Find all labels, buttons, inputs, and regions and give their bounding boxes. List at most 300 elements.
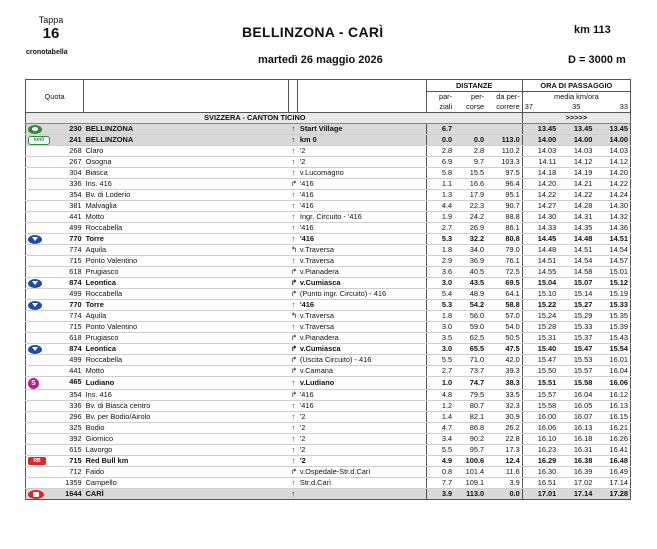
- partial-km-cell: [426, 179, 454, 190]
- covered-km-value: 17.9: [469, 190, 485, 199]
- covered-km-cell: [454, 467, 486, 478]
- remaining-km-cell: [486, 467, 522, 478]
- direction-cell: [289, 456, 298, 467]
- location-value: CARÌ: [85, 489, 104, 498]
- road-value: Str.d.Carì: [299, 478, 332, 487]
- time-35-cell: [558, 366, 594, 377]
- cronotabella-label: cronotabella: [26, 49, 68, 56]
- covered-km-value: 34.0: [469, 245, 485, 254]
- location-cell: [84, 344, 289, 355]
- time-35-cell: [558, 390, 594, 401]
- road-cell: [298, 179, 426, 190]
- time-33-cell: [594, 212, 630, 223]
- quota-cell: [26, 456, 84, 467]
- time-35-value: 14.58: [573, 267, 593, 276]
- time-33-cell: [594, 157, 630, 168]
- quota-value: 381: [69, 201, 82, 210]
- location-cell: [84, 300, 289, 311]
- time-33-value: 17.14: [609, 478, 628, 487]
- remaining-km-value: 3.9: [509, 478, 520, 487]
- road-cell: [298, 322, 426, 333]
- quota-cell: [26, 478, 84, 489]
- partial-km-cell: [426, 390, 454, 401]
- quota-value: 1644: [65, 489, 82, 498]
- road-cell: [298, 333, 426, 344]
- time-37-cell: [522, 423, 558, 434]
- direction-value: ↑: [291, 190, 296, 199]
- quota-value: 241: [69, 135, 82, 144]
- start-icon: [28, 125, 42, 134]
- time-37-value: 16.30: [537, 467, 557, 476]
- stage-label: Tappa: [38, 15, 64, 25]
- time-37-cell: [522, 300, 558, 311]
- covered-km-cell: [454, 289, 486, 300]
- time-35-cell: [558, 333, 594, 344]
- covered-km-value: 73.7: [469, 366, 485, 375]
- quota-cell: [26, 300, 84, 311]
- location-value: Faido: [85, 467, 105, 476]
- table-row: [26, 401, 631, 412]
- bonus-icon: RB: [28, 457, 46, 465]
- direction-value: ↱: [290, 467, 298, 476]
- time-37-cell: [522, 212, 558, 223]
- covered-km-value: 26.9: [469, 223, 485, 232]
- location-cell: [84, 445, 289, 456]
- road-value: v.Pianadera: [299, 267, 339, 276]
- time-35-cell: [558, 212, 594, 223]
- remaining-km-cell: [486, 434, 522, 445]
- location-value: Ins. 416: [85, 179, 112, 188]
- quota-cell: [26, 201, 84, 212]
- direction-value: ↑: [291, 434, 296, 443]
- location-cell: [84, 434, 289, 445]
- time-37-value: 13.45: [537, 124, 557, 133]
- location-cell: [84, 355, 289, 366]
- partial-km-value: 2.8: [441, 146, 453, 155]
- remaining-km-value: 64.1: [505, 289, 520, 298]
- time-37-value: 15.40: [537, 344, 557, 353]
- time-37-value: 15.31: [537, 333, 557, 342]
- section-arrows: >>>>>: [522, 113, 630, 124]
- remaining-km-value: 96.4: [505, 179, 520, 188]
- partial-km-value: 2.7: [441, 366, 453, 375]
- table-row: [26, 412, 631, 423]
- partial-km-cell: [426, 478, 454, 489]
- time-33-value: 16.06: [609, 378, 628, 387]
- location-value: Campello: [85, 478, 117, 487]
- location-value: Roccabella: [85, 223, 123, 232]
- time-35-cell: [558, 478, 594, 489]
- road-cell: [298, 201, 426, 212]
- covered-km-value: 15.5: [469, 168, 485, 177]
- time-33-value: 14.32: [609, 212, 628, 221]
- time-37-cell: [522, 445, 558, 456]
- gpm-icon: [28, 345, 42, 354]
- remaining-km-cell: [486, 412, 522, 423]
- table-row: [26, 478, 631, 489]
- quota-cell: [26, 333, 84, 344]
- location-cell: [84, 190, 289, 201]
- location-cell: [84, 245, 289, 256]
- direction-cell: [289, 124, 298, 135]
- location-value: Ponto Valentino: [85, 322, 138, 331]
- remaining-km-value: 54.0: [505, 322, 520, 331]
- time-33-cell: [594, 168, 630, 179]
- road-value: '416: [299, 234, 314, 243]
- time-35-cell: [558, 412, 594, 423]
- quota-value: 354: [69, 190, 82, 199]
- remaining-km-cell: [486, 333, 522, 344]
- time-35-cell: [558, 256, 594, 267]
- remaining-km-value: 97.5: [505, 168, 520, 177]
- time-37-value: 14.51: [537, 256, 557, 265]
- partial-km-cell: [426, 256, 454, 267]
- remaining-km-value: 0.0: [509, 489, 520, 498]
- quota-header: Quota: [26, 92, 84, 103]
- time-33-cell: [594, 179, 630, 190]
- location-value: Bv. di Loderio: [85, 190, 131, 199]
- location-cell: [84, 401, 289, 412]
- direction-cell: [289, 267, 298, 278]
- covered-km-cell: [454, 322, 486, 333]
- gpm-icon: [28, 235, 42, 244]
- time-37-value: 15.47: [537, 355, 557, 364]
- direction-cell: [289, 434, 298, 445]
- remaining-km-value: 88.8: [505, 212, 520, 221]
- covered-km-cell: [454, 456, 486, 467]
- quota-value: 441: [69, 212, 82, 221]
- location-value: Roccabella: [85, 289, 123, 298]
- location-value: Giornico: [85, 434, 114, 443]
- time-33-value: 14.30: [609, 201, 628, 210]
- partial-km-cell: [426, 489, 454, 500]
- quota-value: 441: [69, 366, 82, 375]
- time-33-value: 14.51: [609, 234, 628, 243]
- road-cell: [298, 300, 426, 311]
- time-35-cell: [558, 401, 594, 412]
- covered-km-cell: [454, 212, 486, 223]
- covered-km-value: 95.7: [469, 445, 485, 454]
- times-header: ORA DI PASSAGGIO: [522, 80, 630, 92]
- quota-value: 618: [69, 267, 82, 276]
- time-37-value: 14.30: [537, 212, 557, 221]
- direction-value: ↑: [291, 456, 296, 465]
- road-value: '416: [299, 300, 314, 309]
- time-33-value: 14.00: [609, 135, 628, 144]
- time-35-value: 16.05: [573, 401, 593, 410]
- time-37-cell: [522, 478, 558, 489]
- location-value: Osogna: [85, 157, 112, 166]
- time-35-cell: [558, 355, 594, 366]
- table-row: [26, 366, 631, 377]
- time-37-value: 14.18: [537, 168, 557, 177]
- location-cell: [84, 201, 289, 212]
- remaining-km-value: 39.3: [505, 366, 520, 375]
- quota-cell: [26, 311, 84, 322]
- location-value: Torre: [85, 300, 104, 309]
- direction-cell: [289, 179, 298, 190]
- partial-header-2: ziali: [426, 102, 454, 113]
- partial-km-cell: [426, 333, 454, 344]
- remaining-km-cell: [486, 401, 522, 412]
- road-value: v.Pianadera: [299, 333, 339, 342]
- road-cell: [298, 478, 426, 489]
- time-35-value: 16.38: [573, 456, 593, 465]
- time-35-value: 15.07: [573, 278, 593, 287]
- time-35-cell: [558, 456, 594, 467]
- partial-km-value: 1.8: [441, 245, 453, 254]
- direction-value: ↑: [291, 423, 296, 432]
- time-33-cell: [594, 300, 630, 311]
- distances-header: DISTANZE: [426, 80, 522, 92]
- covered-km-cell: [454, 201, 486, 212]
- table-row: [26, 489, 631, 500]
- covered-km-value: 16.6: [469, 179, 485, 188]
- covered-km-value: 56.0: [469, 311, 485, 320]
- direction-cell: [289, 190, 298, 201]
- time-37-value: 14.48: [537, 245, 557, 254]
- quota-value: 354: [69, 390, 82, 399]
- road-value: '416: [299, 223, 314, 232]
- time-37-value: 16.00: [537, 412, 557, 421]
- direction-cell: [289, 366, 298, 377]
- road-cell: [298, 168, 426, 179]
- location-value: Motto: [85, 212, 105, 221]
- time-35-cell: [558, 445, 594, 456]
- remaining-km-value: 33.5: [505, 390, 520, 399]
- location-cell: [84, 377, 289, 390]
- time-33-value: 15.39: [609, 322, 628, 331]
- remaining-km-cell: [486, 157, 522, 168]
- remaining-km-cell: [486, 179, 522, 190]
- quota-cell: [26, 412, 84, 423]
- time-37-value: 15.22: [537, 300, 557, 309]
- remaining-km-value: 72.5: [505, 267, 520, 276]
- direction-cell: [289, 355, 298, 366]
- time-33-cell: [594, 201, 630, 212]
- partial-km-cell: [426, 245, 454, 256]
- partial-km-value: 6.9: [441, 157, 453, 166]
- road-cell: [298, 355, 426, 366]
- time-35-cell: [558, 423, 594, 434]
- direction-value: ↑: [291, 478, 296, 487]
- direction-cell: [289, 412, 298, 423]
- table-row: [26, 245, 631, 256]
- covered-km-value: 71.0: [469, 355, 485, 364]
- partial-km-value: 7.7: [441, 478, 453, 487]
- time-33-cell: [594, 124, 630, 135]
- time-33-cell: [594, 234, 630, 245]
- remaining-km-value: 17.3: [505, 445, 520, 454]
- route-title: BELLINZONA - CARÌ: [242, 24, 384, 40]
- stage-number: 16: [42, 25, 60, 42]
- partial-km-cell: [426, 401, 454, 412]
- remaining-km-value: 47.5: [505, 344, 520, 353]
- time-35-value: 14.51: [573, 245, 593, 254]
- covered-km-value: 74.7: [469, 378, 485, 387]
- covered-km-cell: [454, 223, 486, 234]
- covered-km-cell: [454, 333, 486, 344]
- covered-km-cell: [454, 311, 486, 322]
- time-35-cell: [558, 300, 594, 311]
- direction-cell: [289, 401, 298, 412]
- covered-km-cell: [454, 355, 486, 366]
- partial-km-cell: [426, 289, 454, 300]
- partial-km-value: 1.4: [441, 412, 453, 421]
- time-33-cell: [594, 401, 630, 412]
- covered-km-cell: [454, 146, 486, 157]
- road-value: '2: [299, 146, 306, 155]
- time-33-value: 14.03: [609, 146, 628, 155]
- time-33-cell: [594, 434, 630, 445]
- time-37-value: 14.20: [537, 179, 557, 188]
- location-value: Prugiasco: [85, 267, 119, 276]
- table-row: [26, 212, 631, 223]
- covered-km-cell: [454, 344, 486, 355]
- time-35-cell: [558, 190, 594, 201]
- time-37-cell: [522, 245, 558, 256]
- direction-value: ↱: [290, 267, 298, 276]
- remaining-km-cell: [486, 311, 522, 322]
- remaining-km-value: 79.0: [505, 245, 520, 254]
- quota-value: 267: [69, 157, 82, 166]
- remaining-km-cell: [486, 344, 522, 355]
- time-35-value: 13.45: [573, 124, 593, 133]
- direction-value: ↑: [291, 234, 296, 243]
- location-value: Bv. per Bodio/Airolo: [85, 412, 151, 421]
- partial-km-value: 0.0: [441, 135, 453, 144]
- location-value: Roccabella: [85, 355, 123, 364]
- covered-km-cell: [454, 300, 486, 311]
- time-33-value: 14.24: [609, 190, 628, 199]
- time-37-value: 14.27: [537, 201, 557, 210]
- time-35-cell: [558, 344, 594, 355]
- partial-km-cell: [426, 168, 454, 179]
- time-35-value: 14.31: [573, 212, 593, 221]
- time-35-value: 16.04: [573, 390, 593, 399]
- time-35-value: 17.14: [573, 489, 593, 498]
- road-cell: [298, 146, 426, 157]
- time-37-value: 16.10: [537, 434, 557, 443]
- speed-35-header: 35: [558, 102, 594, 113]
- road-value: '416: [299, 401, 314, 410]
- covered-km-cell: [454, 412, 486, 423]
- road-cell: [298, 212, 426, 223]
- location-cell: [84, 124, 289, 135]
- quota-cell: [26, 223, 84, 234]
- table-row: [26, 234, 631, 245]
- covered-km-cell: [454, 168, 486, 179]
- quota-value: 770: [69, 234, 82, 243]
- section-row: [26, 113, 631, 124]
- time-35-value: 15.33: [573, 322, 593, 331]
- remaining-km-value: 58.8: [505, 300, 520, 309]
- quota-value: 499: [69, 355, 82, 364]
- sprint-icon: S: [28, 378, 39, 389]
- direction-cell: [289, 423, 298, 434]
- direction-value: ↱: [290, 366, 298, 375]
- location-cell: [84, 212, 289, 223]
- time-35-cell: [558, 267, 594, 278]
- direction-cell: [289, 300, 298, 311]
- remaining-km-value: 57.0: [505, 311, 520, 320]
- remaining-km-value: 76.1: [505, 256, 520, 265]
- time-37-cell: [522, 256, 558, 267]
- time-37-value: 16.51: [537, 478, 557, 487]
- location-value: Lavorgo: [85, 445, 113, 454]
- remaining-km-value: 26.2: [505, 423, 520, 432]
- remaining-km-cell: [486, 423, 522, 434]
- direction-cell: [289, 256, 298, 267]
- partial-km-value: 3.0: [441, 322, 453, 331]
- time-33-value: 13.45: [609, 124, 628, 133]
- covered-km-value: 54.2: [469, 300, 485, 309]
- covered-km-cell: [454, 377, 486, 390]
- direction-value: ↑: [291, 135, 296, 144]
- covered-km-value: 40.5: [469, 267, 485, 276]
- road-cell: [298, 256, 426, 267]
- direction-value: ↱: [290, 333, 298, 342]
- road-cell: [298, 401, 426, 412]
- road-value: v.Traversa: [299, 311, 334, 320]
- time-37-value: 15.24: [537, 311, 557, 320]
- time-37-cell: [522, 179, 558, 190]
- remaining-km-value: 95.1: [505, 190, 520, 199]
- location-cell: [84, 135, 289, 146]
- time-35-value: 15.47: [573, 344, 593, 353]
- direction-cell: [289, 212, 298, 223]
- time-35-value: 16.18: [573, 434, 593, 443]
- location-value: BELLINZONA: [85, 135, 134, 144]
- quota-value: 1359: [65, 478, 82, 487]
- road-cell: [298, 423, 426, 434]
- stage-number-block: [28, 15, 74, 42]
- table-row: [26, 355, 631, 366]
- remaining-km-cell: [486, 489, 522, 500]
- time-35-value: 14.35: [573, 223, 593, 232]
- time-35-cell: [558, 201, 594, 212]
- gpm-icon: [28, 301, 42, 310]
- partial-km-cell: [426, 467, 454, 478]
- time-33-cell: [594, 322, 630, 333]
- covered-km-cell: [454, 390, 486, 401]
- remaining-km-cell: [486, 300, 522, 311]
- quota-value: 336: [69, 179, 82, 188]
- road-value: '416: [299, 190, 314, 199]
- quota-value: 774: [69, 311, 82, 320]
- table-row: [26, 311, 631, 322]
- partial-km-value: 4.9: [441, 456, 453, 465]
- road-cell: [298, 289, 426, 300]
- average-speed-header: media km/ora: [522, 92, 630, 103]
- road-cell: [298, 135, 426, 146]
- road-value: '2: [299, 456, 306, 465]
- time-35-value: 15.58: [573, 378, 593, 387]
- partial-km-value: 5.8: [441, 168, 453, 177]
- time-37-cell: [522, 201, 558, 212]
- speed-33-header: 33: [594, 102, 630, 113]
- partial-km-cell: [426, 412, 454, 423]
- direction-value: ↑: [291, 412, 296, 421]
- time-37-value: 14.11: [538, 157, 557, 166]
- partial-km-cell: [426, 135, 454, 146]
- remaining-km-cell: [486, 234, 522, 245]
- time-37-value: 15.10: [537, 289, 557, 298]
- time-37-value: 14.00: [537, 135, 557, 144]
- direction-cell: [289, 311, 298, 322]
- quota-cell: [26, 124, 84, 135]
- covered-km-value: 32.2: [469, 234, 485, 243]
